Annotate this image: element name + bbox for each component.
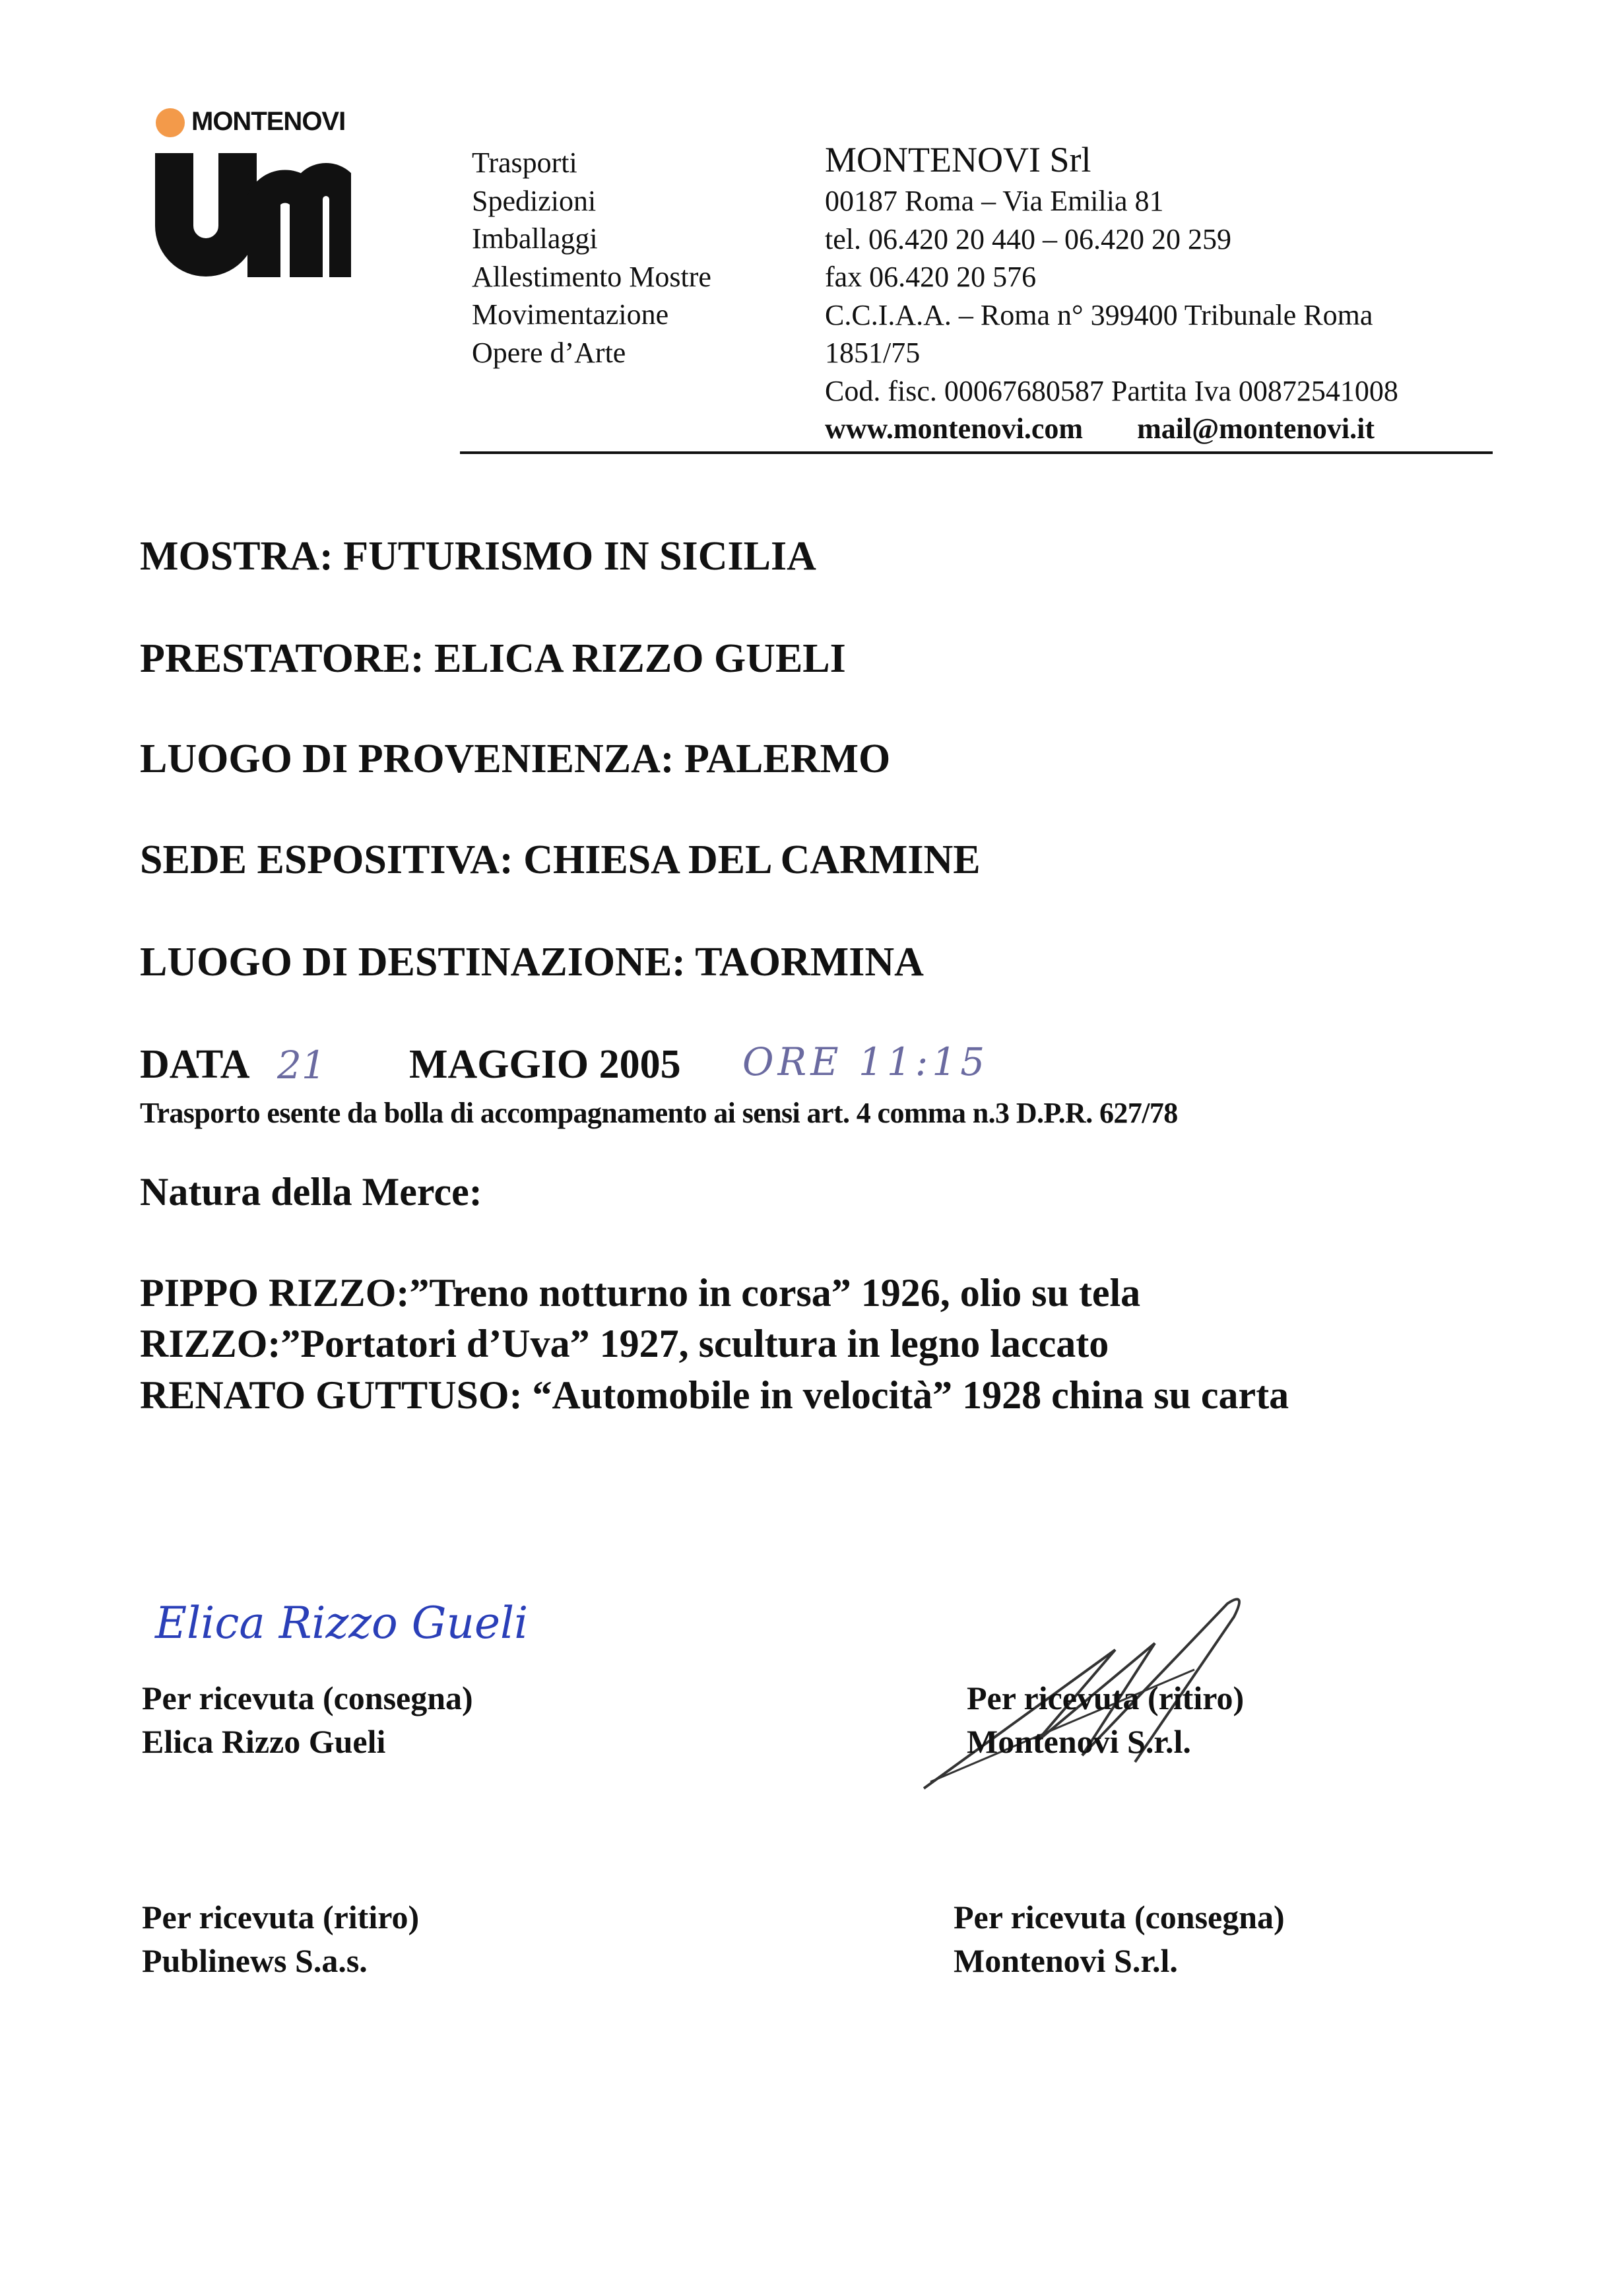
signature-caption: Per ricevuta (ritiro) [967, 1680, 1245, 1716]
service-item: Trasporti [472, 147, 577, 179]
signature-name: Montenovi S.r.l. [954, 1942, 1178, 1979]
signature-caption: Per ricevuta (consegna) [142, 1680, 473, 1716]
data-label: DATA [140, 1042, 250, 1087]
phone-line: tel. 06.420 20 440 – 06.420 20 259 [825, 222, 1231, 255]
logo-sun-icon [156, 108, 185, 137]
handwritten-signature-left: Elica Rizzo Gueli [155, 1598, 529, 1648]
sede-field: SEDE ESPOSITIVA: CHIESA DEL CARMINE [140, 837, 981, 882]
destinazione-field: LUOGO DI DESTINAZIONE: TAORMINA [140, 940, 924, 985]
company-info [825, 140, 1398, 448]
signature-block-ritiro-publinews [142, 1895, 419, 1982]
logo-brand-text: MONTENOVI [191, 107, 346, 136]
address-line: 00187 Roma – Via Emilia 81 [825, 185, 1164, 217]
goods-label: Natura della Merce: [140, 1170, 482, 1214]
data-month-year: MAGGIO 2005 [409, 1042, 681, 1087]
service-item: Movimentazione [472, 298, 669, 331]
signature-block-consegna-montenovi [954, 1895, 1285, 1982]
logo-mark-um [153, 153, 351, 277]
goods-item: PIPPO RIZZO:”Treno notturno in corsa” 1926, olio su tela [140, 1271, 1141, 1315]
signature-caption: Per ricevuta (consegna) [954, 1899, 1285, 1936]
registry-line: C.C.I.A.A. – Roma n° 399400 Tribunale Roma [825, 298, 1373, 331]
registry-number: 1851/75 [825, 337, 921, 369]
signature-caption: Per ricevuta (ritiro) [142, 1899, 420, 1936]
prestatore-field: PRESTATORE: ELICA RIZZO GUELI [140, 636, 846, 681]
fax-line: fax 06.420 20 576 [825, 261, 1037, 293]
website-link[interactable]: www.montenovi.com [825, 412, 1084, 445]
services-list [472, 144, 711, 372]
email-link[interactable]: mail@montenovi.it [1137, 412, 1375, 445]
service-item: Allestimento Mostre [472, 260, 711, 293]
signature-name: Publinews S.a.s. [142, 1942, 368, 1979]
ora-handwritten: ORE 11:15 [742, 1039, 989, 1084]
signature-block-consegna-lender [142, 1676, 473, 1763]
signature-name: Montenovi S.r.l. [967, 1723, 1191, 1760]
service-item: Spedizioni [472, 184, 597, 217]
provenienza-field: LUOGO DI PROVENIENZA: PALERMO [140, 736, 891, 781]
data-day-handwritten: 21 [277, 1043, 326, 1088]
goods-item: RENATO GUTTUSO: “Automobile in velocità” 1928 china su carta [140, 1373, 1289, 1417]
signature-name: Elica Rizzo Gueli [142, 1723, 386, 1760]
header-divider [460, 451, 1493, 454]
signature-block-ritiro-montenovi [967, 1676, 1244, 1763]
mostra-field: MOSTRA: FUTURISMO IN SICILIA [140, 534, 816, 579]
goods-item: RIZZO:”Portatori d’Uva” 1927, scultura in legno laccato [140, 1322, 1109, 1365]
service-item: Imballaggi [472, 222, 598, 255]
service-item: Opere d’Arte [472, 336, 626, 369]
tax-line: Cod. fisc. 00067680587 Partita Iva 00872541008 [825, 374, 1398, 407]
transport-note: Trasporto esente da bolla di accompagnamento ai sensi art. 4 comma n.3 D.P.R. 627/78 [140, 1097, 1178, 1129]
company-name: MONTENOVI Srl [825, 140, 1091, 179]
company-logo [153, 106, 358, 277]
